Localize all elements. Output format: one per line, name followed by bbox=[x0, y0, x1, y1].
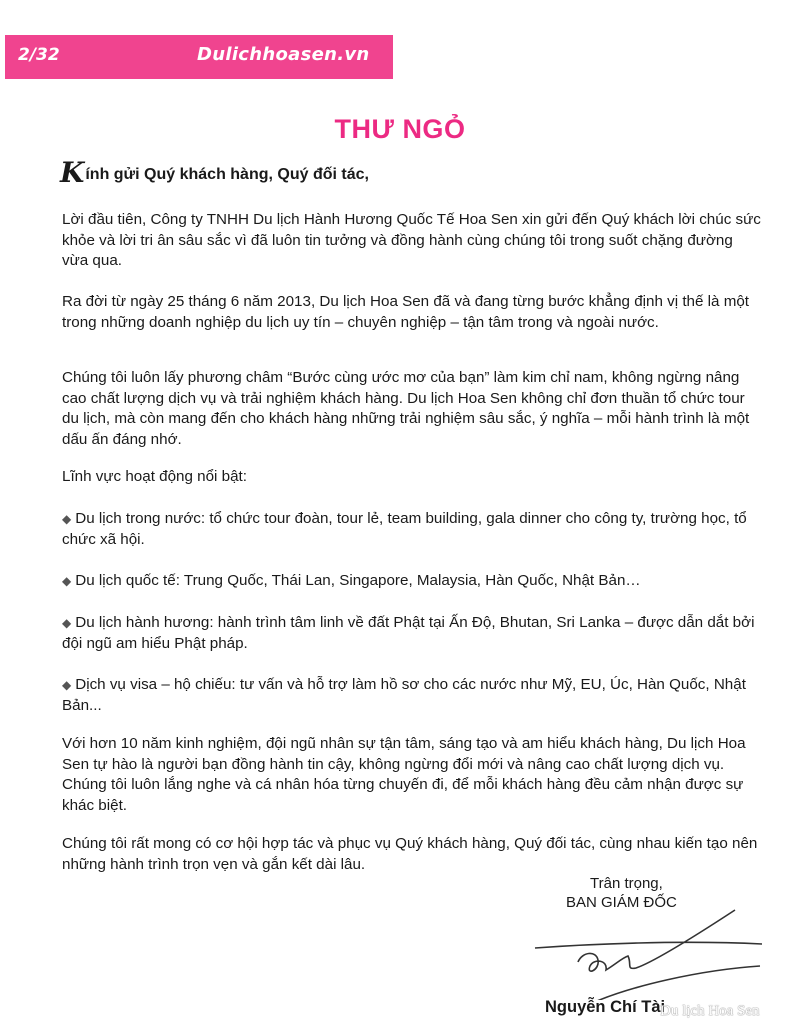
closing-board: BAN GIÁM ĐỐC bbox=[566, 894, 677, 911]
paragraph-experience: Với hơn 10 năm kinh nghiệm, đội ngũ nhân sự tận tâm, sáng tạo và am hiểu khách hàng, Du lịch Hoa Sen tự hào là người bạn đồng hành tin cậy, không ngừng đổi mới và nâng cao chất lượng dịch vụ. Chúng tôi luôn lắng nghe và cá nhân hóa từng chuyến đi, để mỗi khách hàng đều cảm nhận được sự khác biệt. bbox=[62, 735, 746, 814]
letter-title: THƯ NGỎ bbox=[334, 114, 466, 144]
paragraph-hope: Chúng tôi rất mong có cơ hội hợp tác và phục vụ Quý khách hàng, Quý đối tác, cùng nhau kiến tạo nên những hành trình trọn vẹn và gắn kết dài lâu. bbox=[62, 835, 758, 873]
diamond-bullet-icon: ◆ bbox=[62, 574, 72, 588]
bullet-text: Du lịch quốc tế: Trung Quốc, Thái Lan, Singapore, Malaysia, Hàn Quốc, Nhật Bản… bbox=[75, 572, 641, 589]
diamond-bullet-icon: ◆ bbox=[62, 616, 72, 630]
bullet-item bbox=[62, 675, 762, 716]
watermark: Du lịch Hoa Sen bbox=[660, 1003, 760, 1019]
site-name: Dulichhoasen.vn bbox=[197, 44, 370, 65]
paragraph-fields-heading: Lĩnh vực hoạt động nổi bật: bbox=[62, 468, 247, 485]
bullet-text: Dịch vụ visa – hộ chiếu: tư vấn và hỗ trợ làm hồ sơ cho các nước như Mỹ, EU, Úc, Hàn Quốc, Nhật Bản... bbox=[62, 676, 746, 714]
closing-regards: Trân trọng, bbox=[590, 875, 663, 892]
bullet-item bbox=[62, 571, 762, 592]
greeting bbox=[60, 156, 369, 189]
bullet-text: Du lịch hành hương: hành trình tâm linh về đất Phật tại Ấn Độ, Bhutan, Sri Lanka – được dẫn dắt bởi đội ngũ am hiểu Phật pháp. bbox=[62, 614, 755, 652]
greeting-initial: K bbox=[60, 156, 85, 189]
paragraph-founding: Ra đời từ ngày 25 tháng 6 năm 2013, Du lịch Hoa Sen đã và đang từng bước khẳng định vị thế là một trong những doanh nghiệp du lịch uy tín – chuyên nghiệp – tận tâm trong và ngoài nước. bbox=[62, 293, 750, 331]
bullet-text: Du lịch trong nước: tổ chức tour đoàn, tour lẻ, team building, gala dinner cho công ty, trường học, tổ chức xã hội. bbox=[62, 510, 747, 548]
paragraph-motto: Chúng tôi luôn lấy phương châm “Bước cùng ước mơ của bạn” làm kim chỉ nam, không ngừng nâng cao chất lượng dịch vụ và trải nghiệm khách hàng. Du lịch Hoa Sen không chỉ đơn thuần tổ chức tour du lịch, mà còn mang đến cho khách hàng những trải nghiệm sâu sắc, ý nghĩa – mỗi hành trình là một dấu ấn đáng nhớ. bbox=[62, 369, 750, 448]
diamond-bullet-icon: ◆ bbox=[62, 512, 72, 526]
handwritten-signature bbox=[530, 900, 770, 1000]
bullet-item bbox=[62, 613, 762, 654]
diamond-bullet-icon: ◆ bbox=[62, 678, 72, 692]
page-number: 2/32 bbox=[18, 45, 60, 65]
greeting-text: ính gửi Quý khách hàng, Quý đối tác, bbox=[85, 166, 369, 183]
bullet-item bbox=[62, 509, 762, 550]
header-bar bbox=[5, 35, 393, 79]
paragraph-intro: Lời đầu tiên, Công ty TNHH Du lịch Hành Hương Quốc Tế Hoa Sen xin gửi đến Quý khách lời chúc sức khỏe và lời tri ân sâu sắc vì đã luôn tin tưởng và đồng hành cùng chúng tôi trong suốt chặng đường vừa qua. bbox=[62, 211, 761, 269]
signer-name: Nguyễn Chí Tài bbox=[545, 998, 666, 1016]
